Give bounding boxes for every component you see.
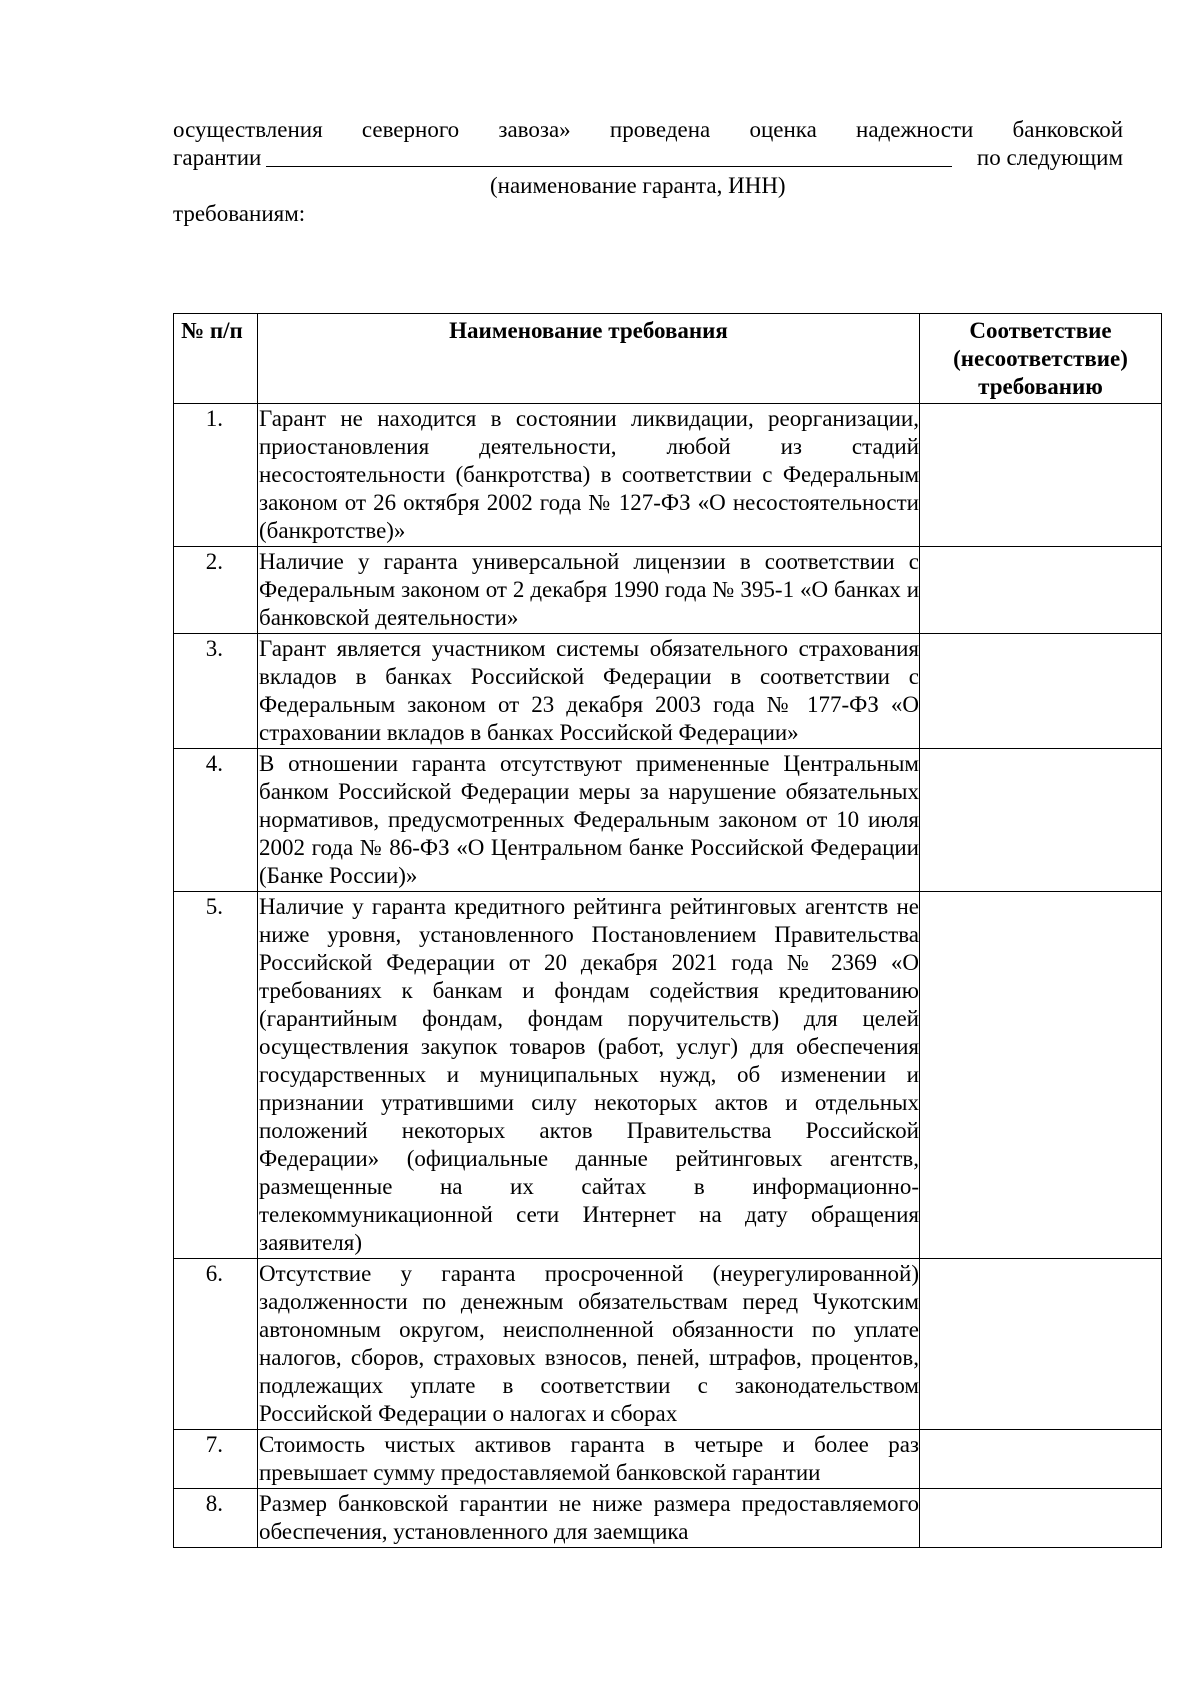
compliance-cell: [920, 1489, 1162, 1548]
guarantee-word: гарантии: [173, 145, 262, 170]
compliance-cell: [920, 634, 1162, 749]
intro-word: северного: [361, 117, 460, 142]
blank-caption: (наименование гаранта, ИНН): [490, 173, 786, 198]
row-number: 8.: [174, 1489, 258, 1548]
row-number: 1.: [174, 404, 258, 547]
row-number: 3.: [174, 634, 258, 749]
table-row: [174, 404, 1162, 547]
intro-line-2: [173, 144, 1123, 172]
table-header-row: [174, 314, 1162, 404]
table-row: [174, 1259, 1162, 1430]
requirement-text: Размер банковской гарантии не ниже размера предоставляемого обеспечения, установленного для заемщика: [258, 1489, 920, 1548]
intro-word: банковской: [1012, 117, 1124, 142]
header-compliance: Соответствие (несоответствие) требованию: [920, 314, 1162, 404]
table-row: [174, 1489, 1162, 1548]
requirement-text: Гарант является участником системы обязательного страхования вкладов в банках Российской Федерации в соответствии с Федеральным законом от 23 декабря 2003 года № 177-ФЗ «О страховании вкладов в банках Российской Федерации»: [258, 634, 920, 749]
requirements-table: [173, 313, 1162, 1548]
compliance-cell: [920, 404, 1162, 547]
intro-word: надежности: [856, 117, 974, 142]
requirement-text: Отсутствие у гаранта просроченной (неурегулированной) задолженности по денежным обязательствам перед Чукотским автономным округом, неисполненной обязанности по уплате налогов, сборов, страховых взносов, пеней, штрафов, процентов, подлежащих уплате в соответствии с законодательством Российской Федерации о налогах и сборах: [258, 1259, 920, 1430]
table-row: [174, 892, 1162, 1259]
requirement-text: Стоимость чистых активов гаранта в четыре и более раз превышает сумму предоставляемой банковской гарантии: [258, 1430, 920, 1489]
requirement-text: Наличие у гаранта кредитного рейтинга рейтинговых агентств не ниже уровня, установленного Постановлением Правительства Российской Федерации от 20 декабря 2021 года № 2369 «О требованиях к банкам и фондам содействия кредитованию (гарантийным фондам, фондам поручительств) для целей осуществления закупок товаров (работ, услуг) для обеспечения государственных и муниципальных нужд, об изменении и признании утратившими силу некоторых актов и отдельных положений некоторых актов Правительства Российской Федерации» (официальные данные рейтинговых агентств, размещенные на их сайтах в информационно-телекоммуникационной сети Интернет на дату обращения заявителя): [258, 892, 920, 1259]
row-number: 5.: [174, 892, 258, 1259]
table-row: [174, 634, 1162, 749]
requirement-text: Наличие у гаранта универсальной лицензии в соответствии с Федеральным законом от 2 декабря 1990 года № 395-1 «О банках и банковской деятельности»: [258, 547, 920, 634]
row-number: 6.: [174, 1259, 258, 1430]
guarantor-name-blank: [266, 166, 952, 167]
header-requirement-name: Наименование требования: [258, 314, 920, 404]
compliance-cell: [920, 547, 1162, 634]
requirement-text: Гарант не находится в состоянии ликвидации, реорганизации, приостановления деятельности, любой из стадий несостоятельности (банкротства) в соответствии с Федеральным законом от 26 октября 2002 года № 127-ФЗ «О несостоятельности (банкротстве)»: [258, 404, 920, 547]
compliance-cell: [920, 1259, 1162, 1430]
table-row: [174, 1430, 1162, 1489]
following-phrase: по следующим: [976, 145, 1123, 170]
intro-word: завоза»: [498, 117, 571, 142]
intro-word: проведена: [609, 117, 711, 142]
compliance-cell: [920, 749, 1162, 892]
header-number: № п/п: [174, 314, 258, 404]
compliance-cell: [920, 1430, 1162, 1489]
compliance-cell: [920, 892, 1162, 1259]
intro-word: оценка: [749, 117, 817, 142]
intro-word: осуществления: [173, 117, 323, 142]
table-row: [174, 749, 1162, 892]
requirement-text: В отношении гаранта отсутствуют примененные Центральным банком Российской Федерации меры за нарушение обязательных нормативов, предусмотренных Федеральным законом от 10 июля 2002 года № 86-ФЗ «О Центральном банке Российской Федерации (Банке России)»: [258, 749, 920, 892]
intro-line-1: [173, 116, 1123, 144]
intro-line-3: требованиям:: [173, 201, 306, 226]
row-number: 7.: [174, 1430, 258, 1489]
row-number: 2.: [174, 547, 258, 634]
row-number: 4.: [174, 749, 258, 892]
table-row: [174, 547, 1162, 634]
